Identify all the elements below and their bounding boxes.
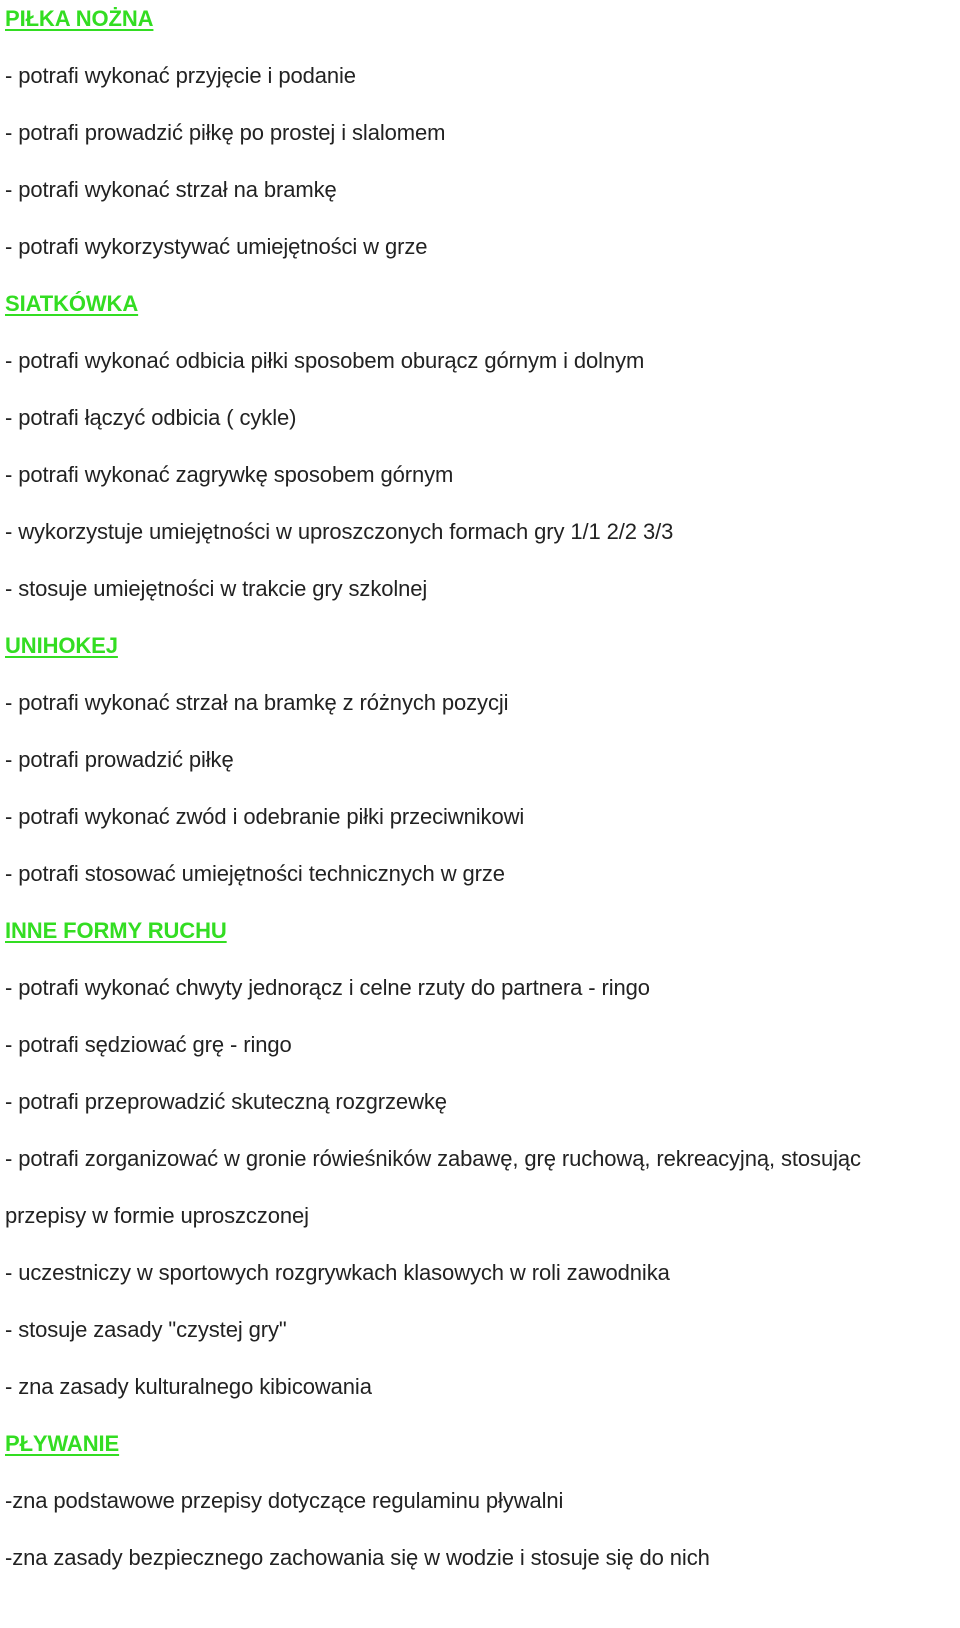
list-item: - potrafi prowadzić piłkę po prostej i slalomem bbox=[5, 120, 446, 145]
list-item: - potrafi wykorzystywać umiejętności w grze bbox=[5, 234, 428, 259]
list-item: - potrafi wykonać zagrywkę sposobem górnym bbox=[5, 462, 454, 487]
list-item: -zna podstawowe przepisy dotyczące regulaminu pływalni bbox=[5, 1488, 564, 1513]
document-page bbox=[5, 0, 955, 1579]
list-item: - potrafi zorganizować w gronie rówieśników zabawę, grę ruchową, rekreacyjną, stosując bbox=[5, 1146, 861, 1171]
section-heading-unihokej: UNIHOKEJ bbox=[5, 633, 118, 658]
section-heading-inne-formy-ruchu: INNE FORMY RUCHU bbox=[5, 918, 227, 943]
list-item: - potrafi wykonać przyjęcie i podanie bbox=[5, 63, 356, 88]
section-heading-plywanie: PŁYWANIE bbox=[5, 1431, 120, 1456]
list-item: - uczestniczy w sportowych rozgrywkach klasowych w roli zawodnika bbox=[5, 1260, 670, 1285]
section-heading-pilka-nozna: PIŁKA NOŻNA bbox=[5, 6, 154, 31]
list-item: - potrafi wykonać chwyty jednorącz i celne rzuty do partnera - ringo bbox=[5, 975, 650, 1000]
list-item: - potrafi przeprowadzić skuteczną rozgrzewkę bbox=[5, 1089, 447, 1114]
list-item: -zna zasady bezpiecznego zachowania się w wodzie i stosuje się do nich bbox=[5, 1545, 710, 1570]
section-heading-siatkowka: SIATKÓWKA bbox=[5, 291, 139, 316]
list-item: - potrafi łączyć odbicia ( cykle) bbox=[5, 405, 297, 430]
list-item: - potrafi prowadzić piłkę bbox=[5, 747, 234, 772]
list-item: - stosuje umiejętności w trakcie gry szkolnej bbox=[5, 576, 428, 601]
list-item: - zna zasady kulturalnego kibicowania bbox=[5, 1374, 372, 1399]
list-item-continuation: przepisy w formie uproszczonej bbox=[5, 1203, 309, 1228]
list-item: - potrafi wykonać odbicia piłki sposobem oburącz górnym i dolnym bbox=[5, 348, 645, 373]
list-item: - potrafi sędziować grę - ringo bbox=[5, 1032, 292, 1057]
list-item: - potrafi wykonać zwód i odebranie piłki przeciwnikowi bbox=[5, 804, 525, 829]
list-item: - potrafi wykonać strzał na bramkę bbox=[5, 177, 337, 202]
list-item: - potrafi stosować umiejętności technicznych w grze bbox=[5, 861, 505, 886]
list-item: - wykorzystuje umiejętności w uproszczonych formach gry 1/1 2/2 3/3 bbox=[5, 519, 674, 544]
list-item: - potrafi wykonać strzał na bramkę z różnych pozycji bbox=[5, 690, 509, 715]
list-item: - stosuje zasady "czystej gry" bbox=[5, 1317, 287, 1342]
